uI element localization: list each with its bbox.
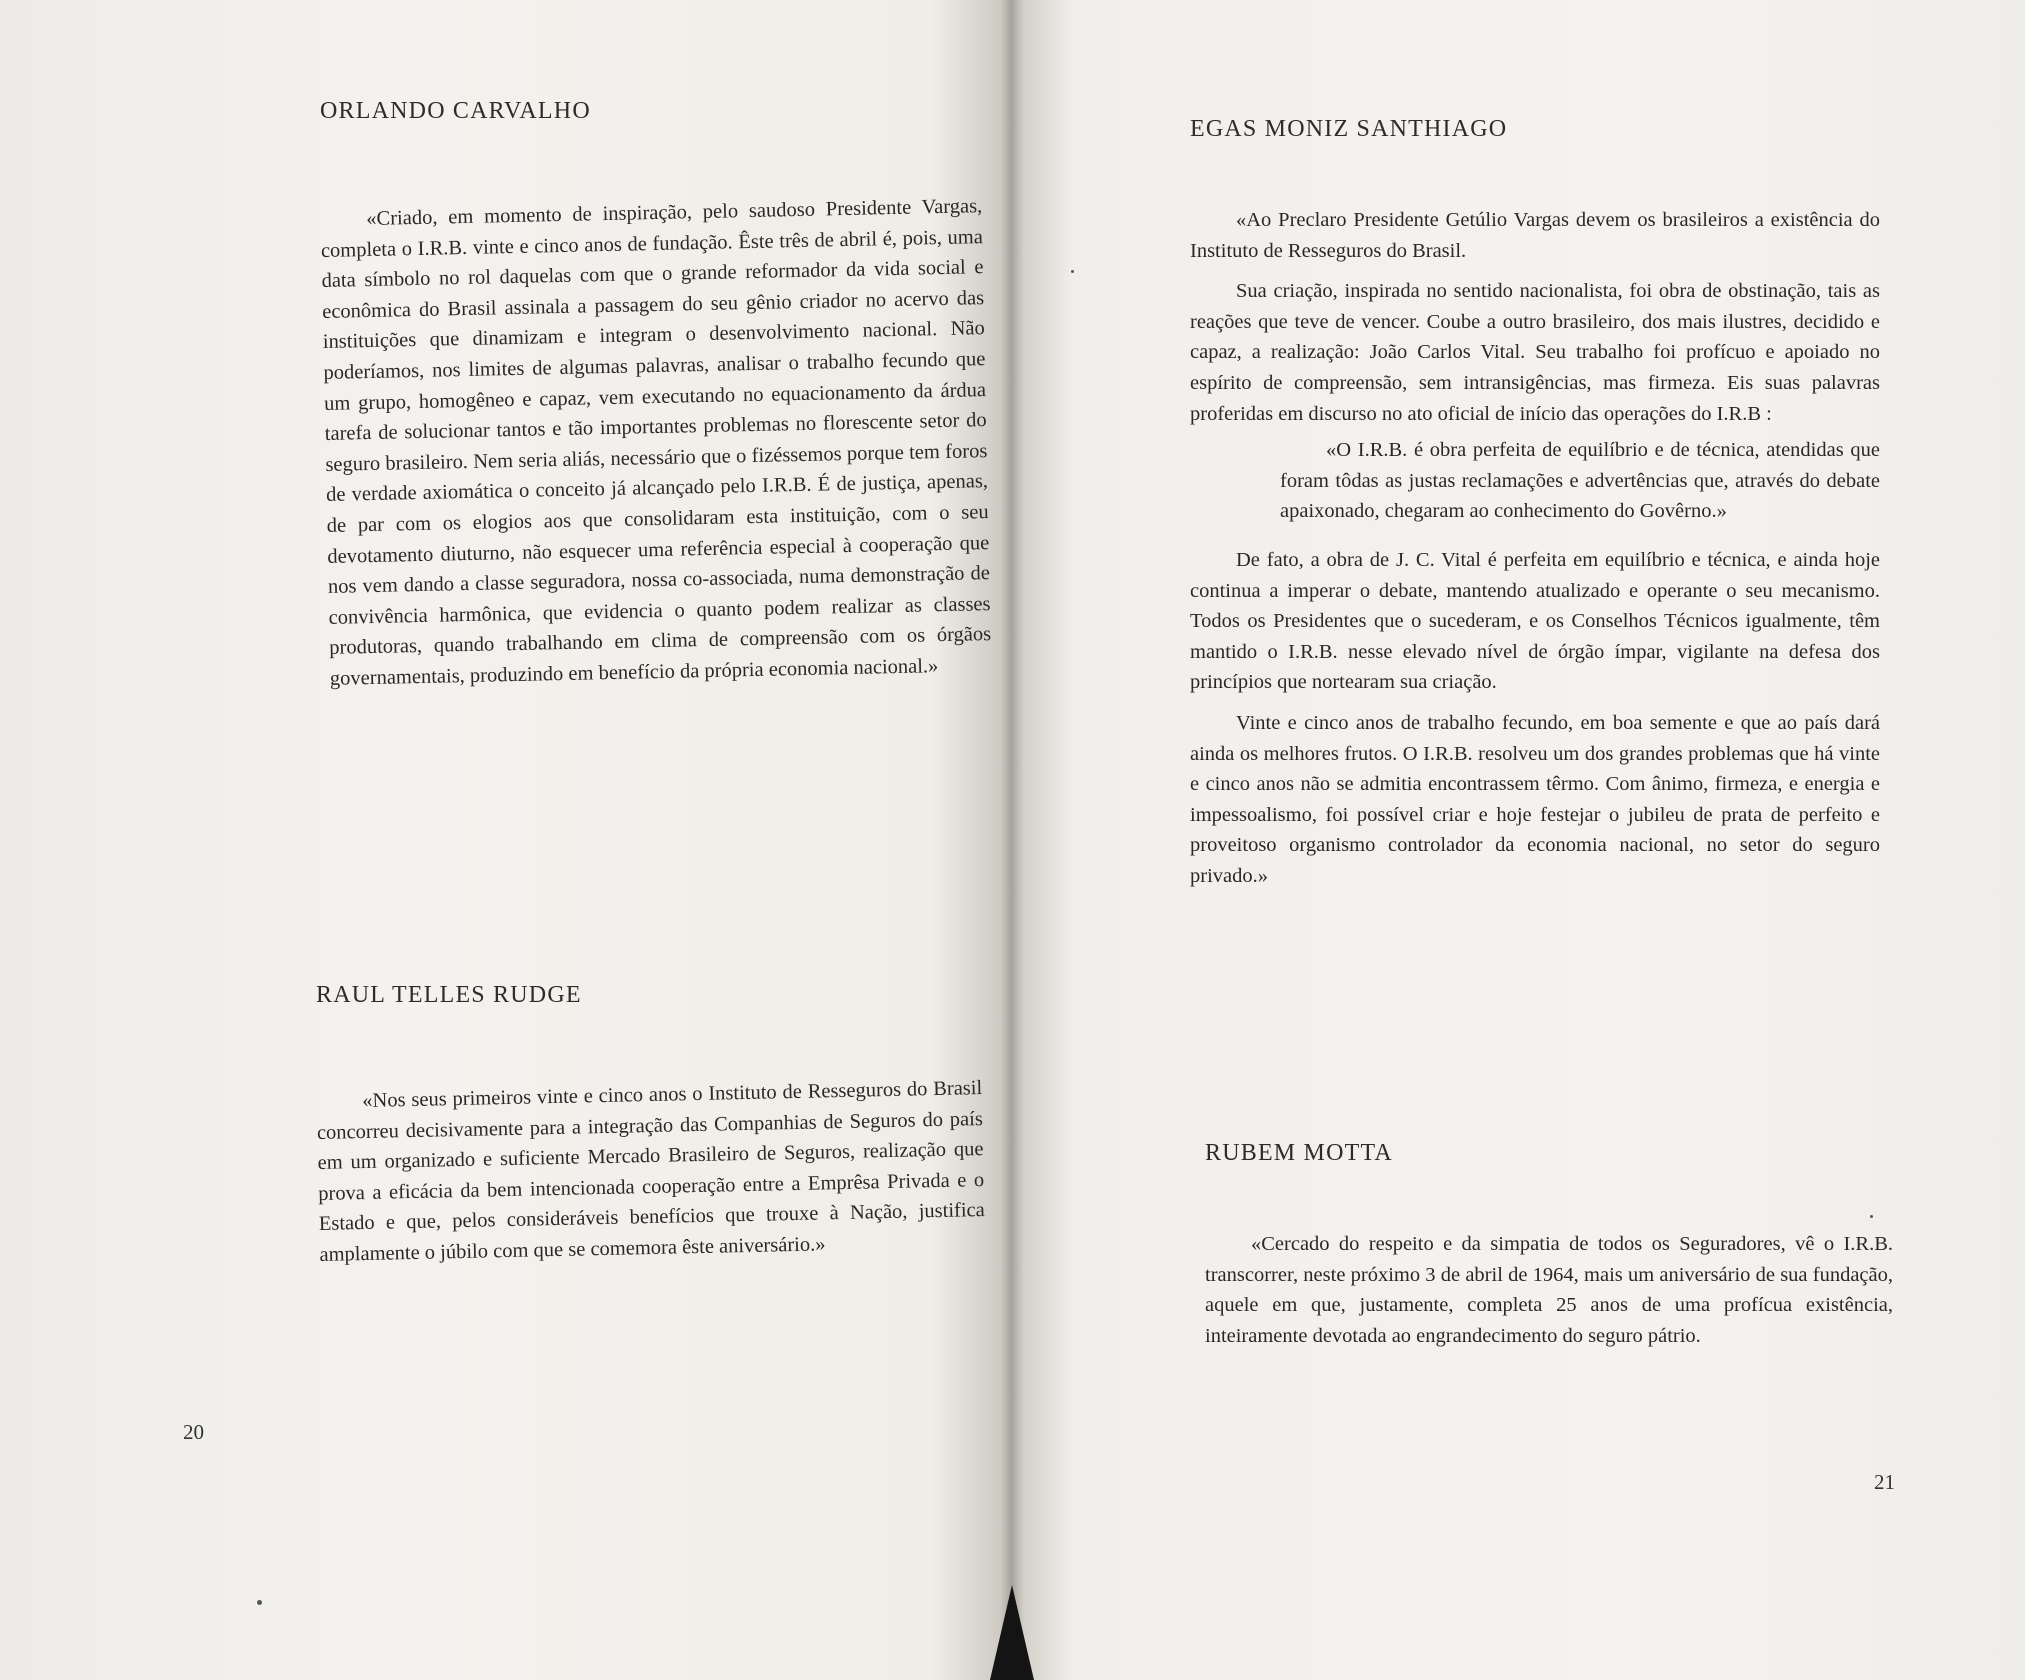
paper-speck [257, 1600, 262, 1605]
paragraph: «Criado, em momento de inspiração, pelo saudoso Presidente Vargas, completa o I.R.B. vinte e cinco anos de fundação. Êste três de abril é, pois, uma data símbolo no rol daquelas com que o grande reformador da vida social e econômica do Brasil assinala a passagem do seu gênio criador no acervo das instituições que dinamizam e integram o desenvolvimento nacional. Não poderíamos, nos limites de algumas palavras, analisar o trabalho fecundo que um grupo, homogêneo e capaz, vem executando no equacionamento da árdua tarefa de solucionar tantos e tão importantes problemas no florescente setor do seguro brasileiro. Nem seria aliás, necessário que o fizéssemos porque tem foros de verdade axiomática o conceito já alcançado pelo I.R.B. É de justiça, apenas, de par com os elogios aos que consolidaram esta instituição, com o seu devotamento diuturno, não esquecer uma referência especial à cooperação que nos vem dando a classe seguradora, nossa co-associada, numa demonstração de convivência harmônica, que evidencia o quanto podem realizar as classes produtoras, quando trabalhando em clima de compreensão com os órgãos governamentais, produzindo em benefício da própria economia nacional.» [320, 195, 992, 690]
orlando-carvalho-section [320, 98, 992, 695]
paragraph: «Ao Preclaro Presidente Getúlio Vargas devem os brasileiros a existência do Instituto de Resseguros do Brasil. [1190, 209, 1880, 262]
author-heading: RAUL TELLES RUDGE [316, 982, 582, 1008]
left-page [0, 0, 1012, 1680]
egas-moniz-santhiago-section [1190, 116, 1880, 891]
raul-telles-rudge-section [316, 982, 985, 1271]
author-heading: EGAS MONIZ SANTHIAGO [1190, 116, 1508, 142]
page-number: 20 [183, 1420, 204, 1444]
paragraph: De fato, a obra de J. C. Vital é perfeita em equilíbrio e técnica, e ainda hoje continua a imperar o debate, mantendo atualizado e operante o seu mecanismo. Todos os Presidentes que o sucederam, e os Conselhos Técnicos igualmente, têm mantido o I.R.B. nesse elevado nível de órgão ímpar, vigilante na defesa dos princípios que nortearam sua criação. [1190, 548, 1880, 694]
quoted-speech: «O I.R.B. é obra perfeita de equilíbrio e de técnica, atendidas que foram tôdas as justas reclamações e advertências que, através do debate apaixonado, chegaram ao conhecimento do Govêrno.» [1280, 439, 1880, 523]
author-heading: ORLANDO CARVALHO [320, 98, 591, 124]
book-spine-shadow [990, 1585, 1034, 1680]
paragraph: Sua criação, inspirada no sentido nacionalista, foi obra de obstinação, tais as reações que teve de vencer. Coube a outro brasileiro, dos mais ilustres, decidido e capaz, a realização: João Carlos Vital. Seu trabalho foi profícuo e apoiado no espírito de compreensão, sem intransigências, mas firmeza. Eis suas palavras proferidas em discurso no ato oficial de início das operações do I.R.B : [1190, 280, 1880, 425]
rubem-motta-section [1205, 1140, 1893, 1351]
statement-text [1205, 1229, 1893, 1351]
statement-text [316, 1073, 986, 1270]
book-gutter [1000, 0, 1024, 1680]
right-page [1012, 0, 2025, 1680]
statement-text [320, 191, 992, 694]
paragraph: «Nos seus primeiros vinte e cinco anos o Instituto de Resseguros do Brasil concorreu decisivamente para a integração das Companhias de Seguros do país em um organizado e suficiente Mercado Brasileiro de Seguros, realização que prova a eficácia da bem intencionada cooperação entre a Emprêsa Privada e o Estado e que, pelos consideráveis benefícios que trouxe à Nação, justifica amplamente o júbilo com que se comemora êste aniversário.» [316, 1077, 985, 1266]
page-number: 21 [1874, 1470, 1895, 1494]
paper-speck [1071, 270, 1074, 273]
paragraph: «Cercado do respeito e da simpatia de todos os Seguradores, vê o I.R.B. transcorrer, neste próximo 3 de abril de 1964, mais um aniversário de sua fundação, aquele em que, justamente, completa 25 anos de uma profícua existência, inteiramente devotada ao engrandecimento do seguro pátrio. [1205, 1233, 1893, 1347]
statement-text [1190, 205, 1880, 891]
paragraph: Vinte e cinco anos de trabalho fecundo, em boa semente e que ao país dará ainda os melhores frutos. O I.R.B. resolveu um dos grandes problemas que há vinte e cinco anos não se admitia encontrassem têrmo. Com ânimo, firmeza, e energia e impessoalismo, foi possível criar e hoje festejar o jubileu de prata de perfeito e proveitoso organismo controlador da economia nacional, no setor do seguro privado.» [1190, 711, 1880, 887]
author-heading: RUBEM MOTTA [1205, 1140, 1393, 1166]
paper-speck [1870, 1215, 1873, 1218]
